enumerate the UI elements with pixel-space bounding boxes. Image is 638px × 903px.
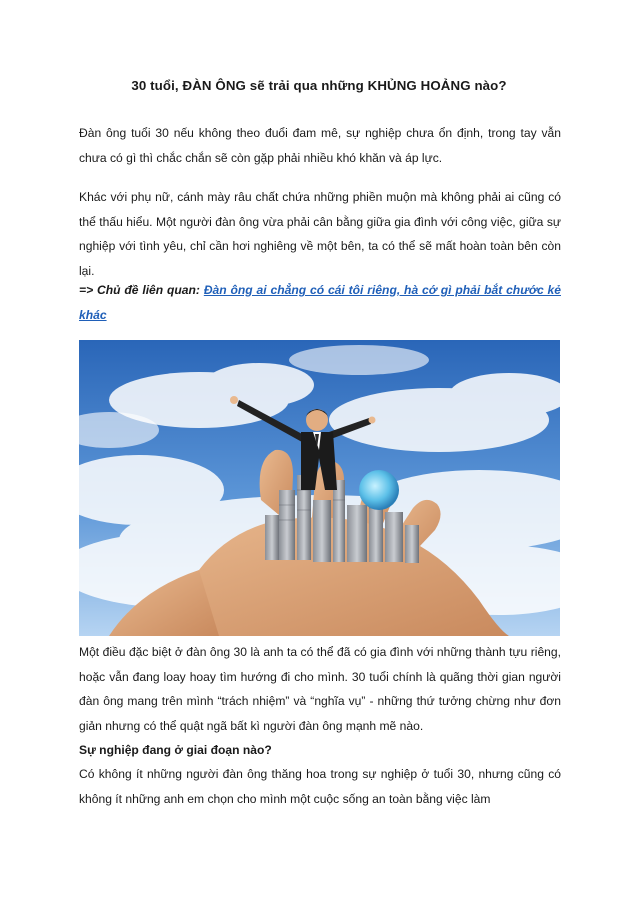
paragraph-career: Có không ít những người đàn ông thăng hoa trong sự nghiệp ở tuổi 30, nhưng cũng có không ít những anh em chọn cho mình một cuộc sống an toàn bằng việc làm [79,767,561,806]
paragraph-comparison: Khác với phụ nữ, cánh mày râu chất chứa những phiền muộn mà không phải ai cũng có thể thấu hiểu. Một người đàn ông vừa phải cân bằng giữa gia đình với công việc, giữa sự nghiệp với tình yêu, chỉ cần hơi nghiêng về một bên, ta có thể sẽ mất hoàn toàn bên còn lại. [79,190,561,278]
related-topic-link[interactable]: Đàn ông ai chẳng có cái tôi riêng, hà cớ gì phải bắt chước kẻ khác [79,283,561,322]
paragraph-age-30: Một điều đặc biệt ở đàn ông 30 là anh ta có thể đã có gia đình với những thành tựu riêng, hoặc vẫn đang loay hoay tìm hướng đi cho mình. 30 tuổi chính là quãng thời gian người đàn ông mang trên mình “trách nhiệm” và “nghĩa vụ” - những thứ tưởng chừng như đơn giản nhưng có thể quật ngã bất kì người đàn ông mạnh mẽ nào. [79,645,561,733]
article-title: 30 tuổi, ĐÀN ÔNG sẽ trải qua những KHỦNG HOẢNG nào? [131,78,507,93]
section-heading-career: Sự nghiệp đang ở giai đoạn nào? [79,743,272,757]
related-topic-prefix: => Chủ đề liên quan: [79,283,204,297]
hero-image [79,340,560,636]
paragraph-intro: Đàn ông tuổi 30 nếu không theo đuổi đam mê, sự nghiệp chưa ổn định, trong tay vẫn chưa có gì thì chắc chắn sẽ còn gặp phải nhiều khó khăn và áp lực. [79,126,561,165]
related-topic [79,278,561,327]
globe [359,470,399,510]
